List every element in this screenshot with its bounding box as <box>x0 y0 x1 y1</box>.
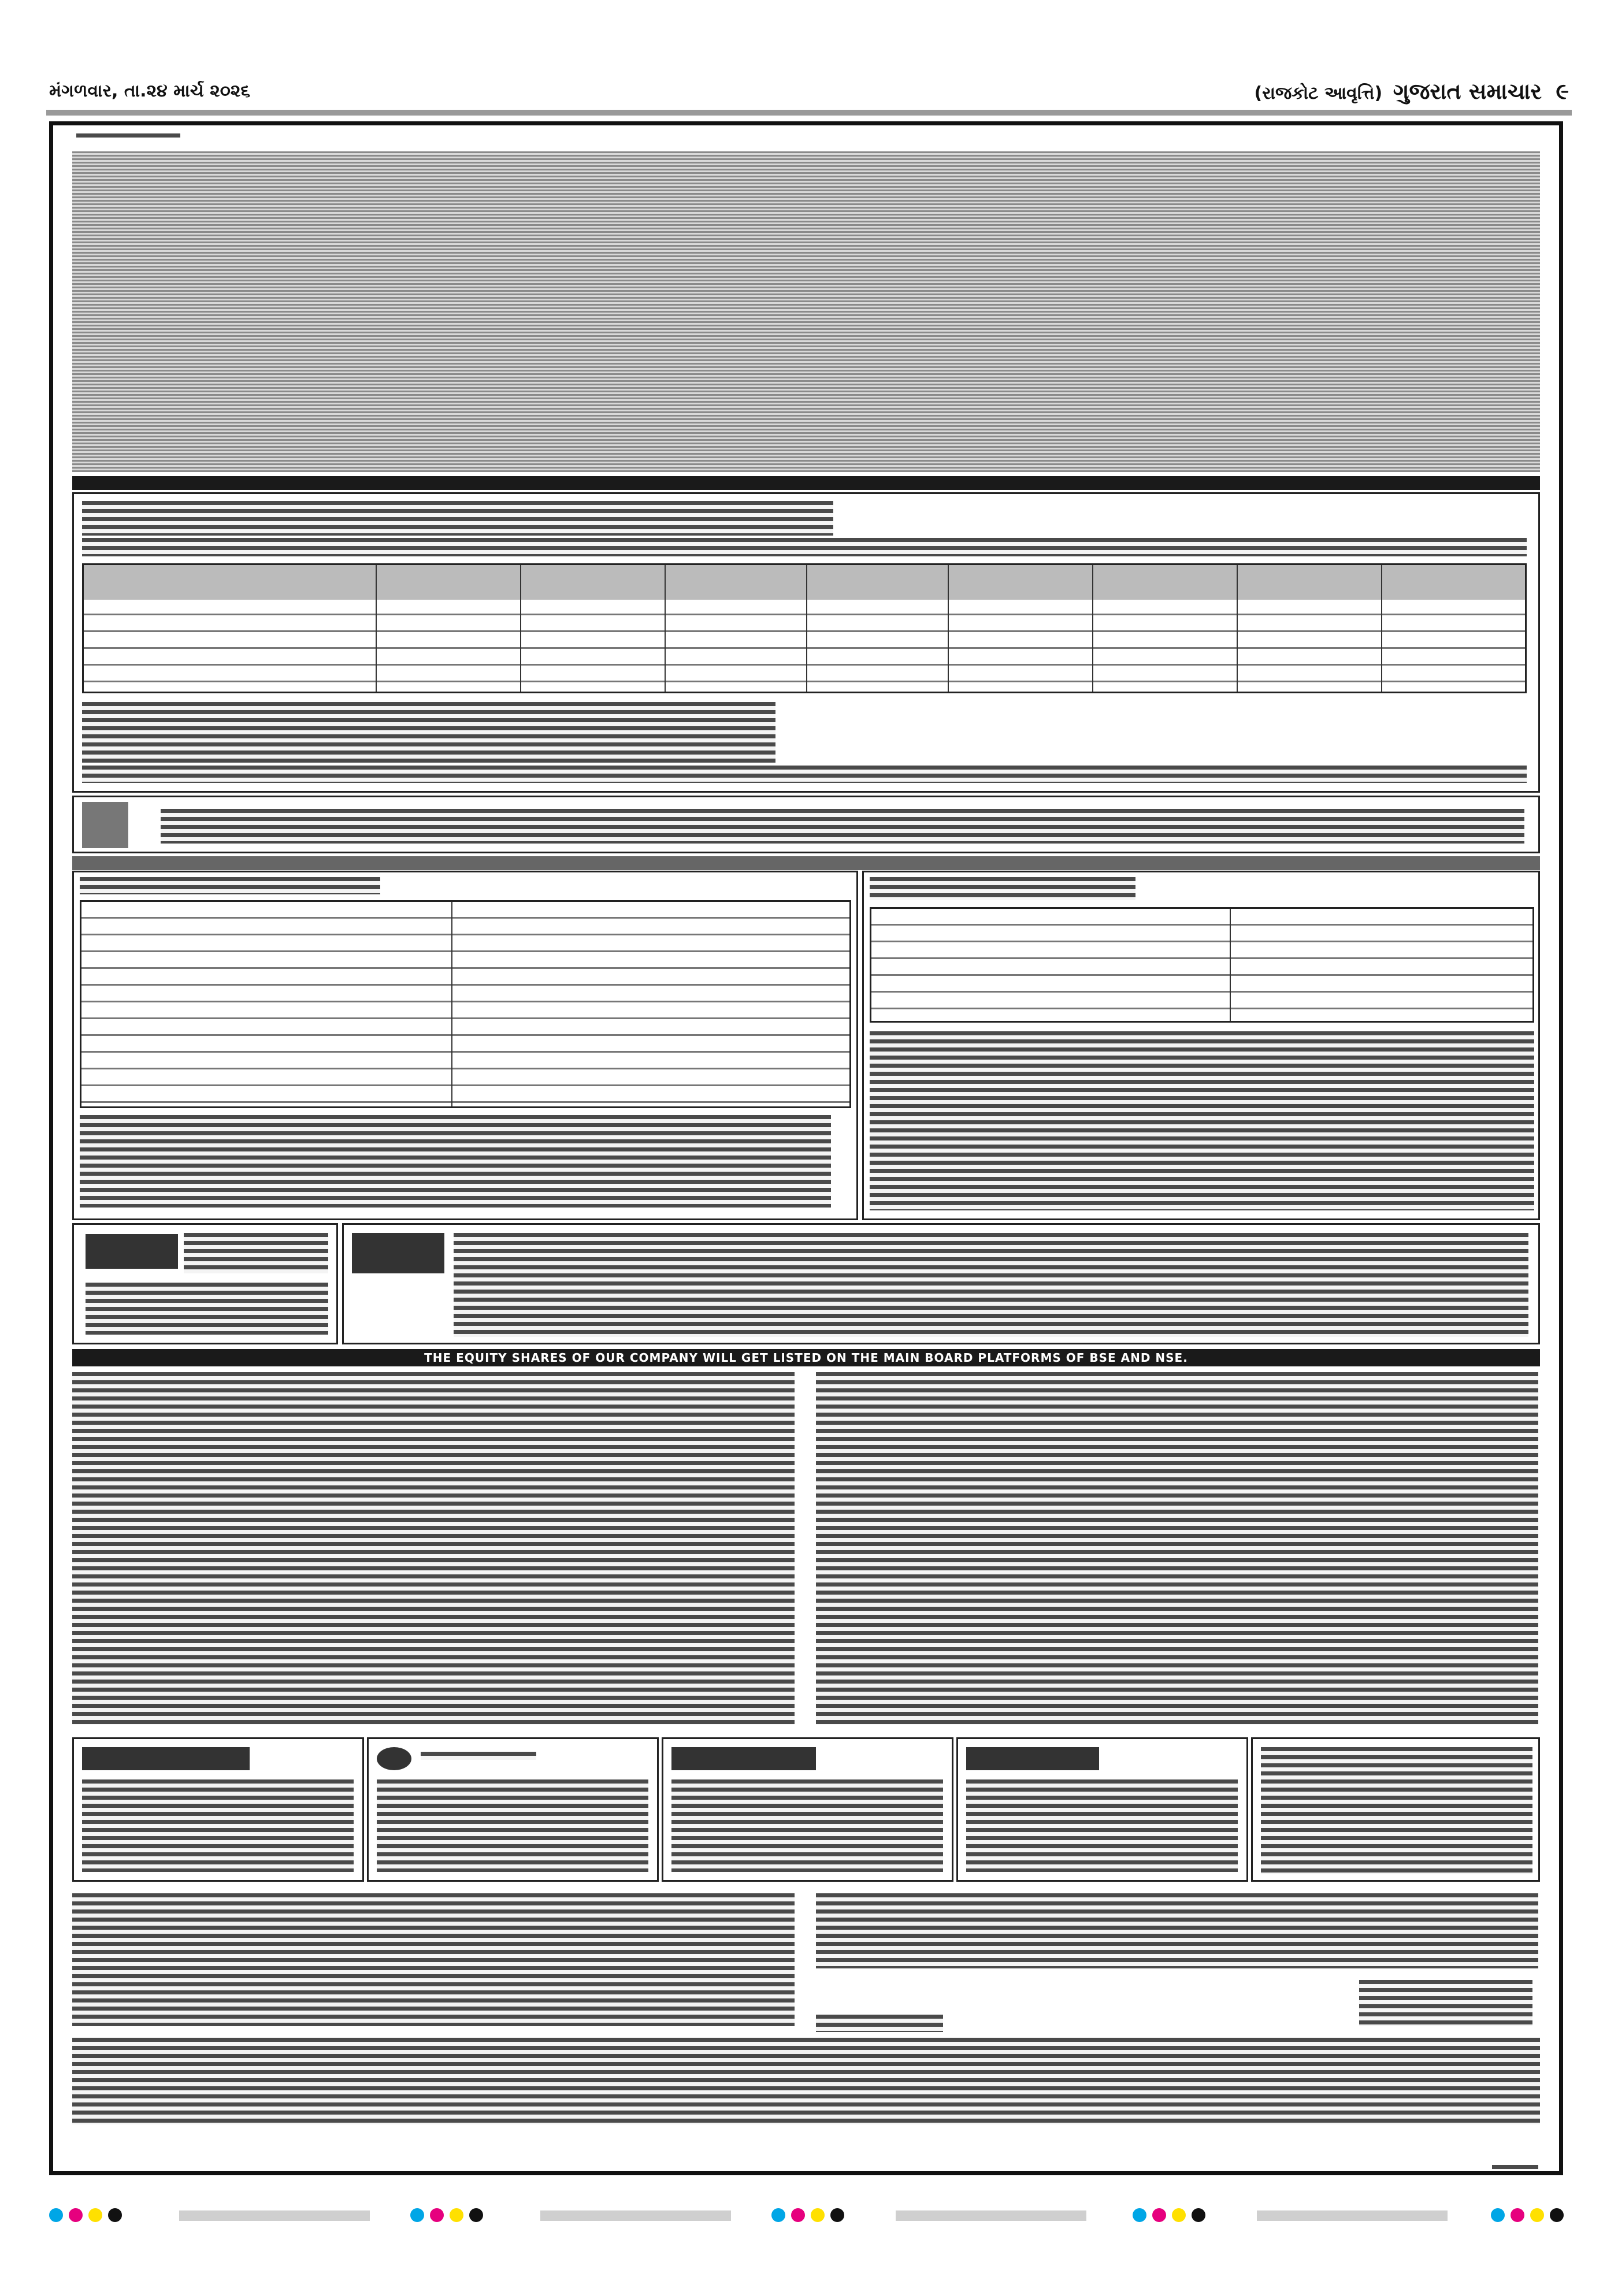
section-header-bar <box>72 856 1540 870</box>
registration-gray-bar <box>896 2210 1086 2221</box>
registration-gray-bar <box>540 2210 731 2221</box>
box-text <box>82 1779 354 1872</box>
body-text-left <box>72 1372 795 1725</box>
fine-print-bottom <box>72 2038 1540 2124</box>
lead-manager-box-2 <box>367 1737 659 1882</box>
signature-block <box>1359 1980 1532 2026</box>
fine-print <box>76 133 180 138</box>
registration-marks <box>49 2208 142 2223</box>
page-number: ૯ <box>1556 79 1569 104</box>
registration-marks <box>771 2208 864 2223</box>
column-text <box>870 1031 1534 1210</box>
masthead-rule <box>46 110 1572 116</box>
offer-details-section <box>72 492 1540 793</box>
logo-text <box>184 1233 328 1273</box>
ad-code <box>1492 2165 1538 2169</box>
registration-marks <box>410 2208 503 2223</box>
box-text <box>966 1779 1238 1872</box>
box-text <box>86 1283 328 1335</box>
table-footnotes <box>82 702 775 763</box>
manager-logo-icon <box>82 1747 250 1770</box>
logo-text <box>421 1752 536 1760</box>
company-box <box>342 1223 1540 1344</box>
risk-strip <box>72 796 1540 853</box>
box-text <box>671 1779 943 1872</box>
registrar-logo-icon <box>966 1747 1099 1770</box>
registrar-box <box>72 1223 338 1344</box>
company-logo-icon <box>86 1234 178 1269</box>
registration-gray-bar <box>179 2210 370 2221</box>
illegible-notice-block <box>72 151 1540 472</box>
body-text-right <box>816 1372 1538 1725</box>
column-heading <box>870 877 1135 900</box>
section-header-bar <box>72 476 1540 490</box>
financial-table <box>82 563 1527 693</box>
lead-manager-box-1 <box>72 1737 364 1882</box>
edition-label <box>1254 75 1569 110</box>
column-heading <box>80 877 380 894</box>
manager-logo-icon <box>671 1747 816 1770</box>
manager-logo-icon <box>377 1747 411 1770</box>
qr-code-icon <box>82 802 128 848</box>
schedule-table <box>80 900 851 1108</box>
notes-text <box>82 501 833 536</box>
edition-name: (રાજકોટ આવૃત્તિ) <box>1254 83 1383 103</box>
masthead <box>49 75 1569 107</box>
lead-manager-box-3 <box>662 1737 953 1882</box>
registration-marks <box>1133 2208 1225 2223</box>
table-footnotes <box>82 766 1527 783</box>
company-text <box>454 1233 1528 1337</box>
table-header <box>84 565 1525 600</box>
compliance-officer-box <box>1251 1737 1540 1882</box>
disclaimer-right <box>816 1893 1538 1968</box>
advertisement-frame <box>49 121 1563 2175</box>
issue-date: મંગળવાર, તા.૨૪ માર્ચ ૨૦૨૬ <box>49 81 251 101</box>
registrar-box-2 <box>956 1737 1248 1882</box>
capital-table <box>870 907 1534 1023</box>
disclaimer-left <box>72 1893 795 2026</box>
lf-logo-icon <box>352 1233 444 1273</box>
place-date <box>816 2015 943 2032</box>
newspaper-logo: ગુજરાત સમાચાર <box>1393 78 1542 104</box>
registration-marks <box>1491 2208 1583 2223</box>
box-text <box>377 1779 648 1872</box>
box-text <box>1261 1747 1532 1874</box>
listing-banner: THE EQUITY SHARES OF OUR COMPANY WILL GET LISTED ON THE MAIN BOARD PLATFORMS OF BSE AND NSE. <box>72 1349 1540 1366</box>
risk-text <box>161 809 1524 844</box>
column-text <box>80 1115 831 1208</box>
notes-text <box>82 538 1527 556</box>
issue-programme-column <box>72 871 858 1220</box>
capital-structure-column <box>862 871 1540 1220</box>
registration-gray-bar <box>1257 2210 1448 2221</box>
